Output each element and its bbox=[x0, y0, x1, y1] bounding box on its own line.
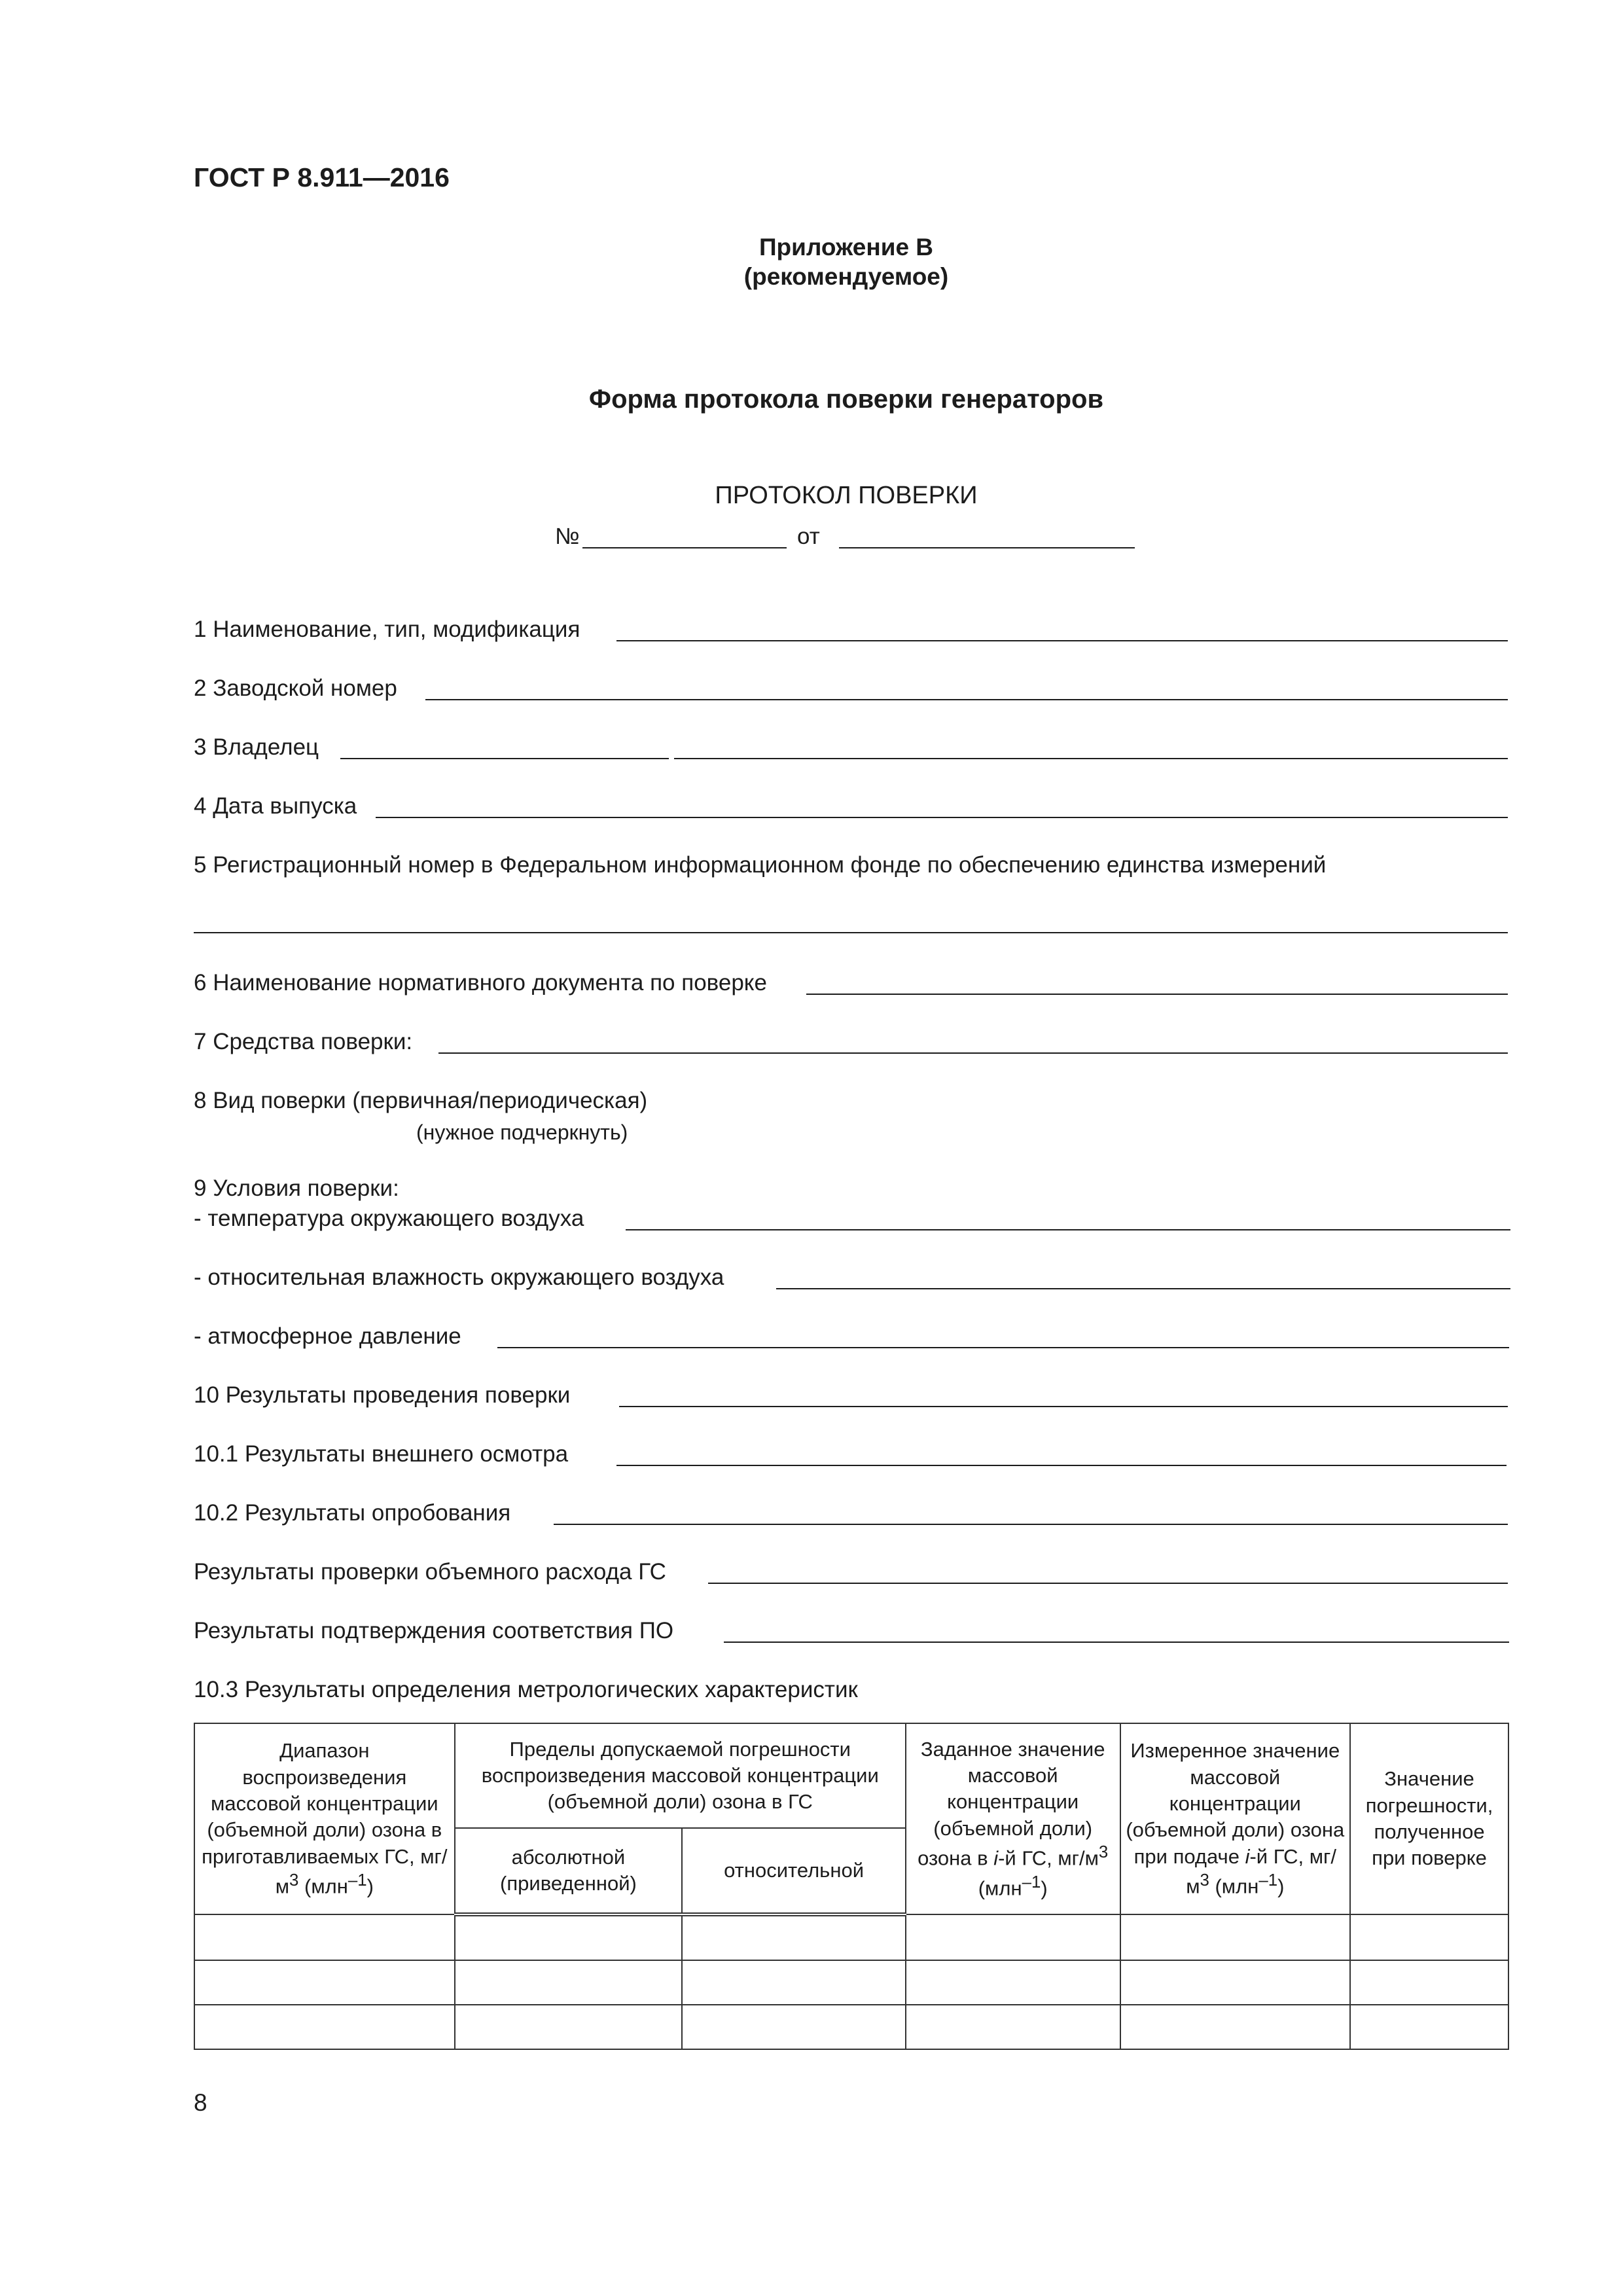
field-label-verification-type[interactable]: 8 Вид поверки (первичная/периодическая) bbox=[194, 1088, 648, 1113]
table-cell[interactable] bbox=[1350, 1914, 1508, 1960]
field-label-conditions: 9 Условия поверки: bbox=[194, 1175, 399, 1201]
header-absolute: абсолютной (приведенной) bbox=[455, 1828, 683, 1914]
field-input-owner-1[interactable] bbox=[340, 758, 669, 759]
header-error-value: Значение погрешности, полученное при поверке bbox=[1350, 1723, 1508, 1914]
table-cell[interactable] bbox=[906, 1960, 1120, 2005]
table-row bbox=[194, 1914, 1508, 1960]
field-input-release-date[interactable] bbox=[376, 817, 1508, 818]
table-cell[interactable] bbox=[682, 1914, 906, 1960]
number-field[interactable] bbox=[582, 547, 787, 548]
appendix-title: Приложение В bbox=[758, 234, 934, 260]
field-label-pressure: - атмосферное давление bbox=[194, 1323, 461, 1349]
field-input-software-check[interactable] bbox=[724, 1641, 1509, 1643]
header-set-value: Заданное значение массовой концентрации (объемной доли) озона в i-й ГС, $мг/м^3$ (млн$^{-1}$) bbox=[906, 1723, 1120, 1914]
table-cell[interactable] bbox=[194, 2005, 455, 2049]
field-label-temperature: - температура окружающего воздуха bbox=[194, 1206, 584, 1231]
table-row bbox=[194, 1960, 1508, 2005]
field-label-registration-number: 5 Регистрационный номер в Федеральном информационном фонде по обеспечению единства измерений bbox=[194, 852, 1327, 878]
header-measured-value: Измеренное значение массовой концентрации (объемной доли) озона при подаче i-й ГС, $мг/м^3$ (млн$^{-1}$) bbox=[1120, 1723, 1351, 1914]
table-row bbox=[194, 2005, 1508, 2049]
field-label-release-date: 4 Дата выпуска bbox=[194, 793, 357, 819]
table-cell[interactable] bbox=[194, 1960, 455, 2005]
table-cell[interactable] bbox=[1120, 2005, 1351, 2049]
field-label-owner: 3 Владелец bbox=[194, 734, 319, 760]
table-cell[interactable] bbox=[1350, 1960, 1508, 2005]
field-label-serial-number: 2 Заводской номер bbox=[194, 675, 397, 701]
field-input-testing[interactable] bbox=[554, 1524, 1508, 1525]
table-cell[interactable] bbox=[682, 2005, 906, 2049]
field-label-verification-means: 7 Средства поверки: bbox=[194, 1029, 413, 1054]
field-input-results[interactable] bbox=[619, 1406, 1508, 1407]
field-input-flow-check[interactable] bbox=[708, 1583, 1508, 1584]
date-label: от bbox=[797, 524, 820, 549]
field-label-results: 10 Результаты проведения поверки bbox=[194, 1382, 571, 1408]
field-label-name-type: 1 Наименование, тип, модификация bbox=[194, 617, 580, 642]
table-cell[interactable] bbox=[455, 2005, 683, 2049]
table-cell[interactable] bbox=[455, 1914, 683, 1960]
date-field[interactable] bbox=[839, 547, 1135, 548]
header-error-limits: Пределы допускаемой погрешности воспроизведения массовой концентрации (объемной доли) озона в ГС bbox=[455, 1723, 906, 1828]
table-cell[interactable] bbox=[1120, 1960, 1351, 2005]
field-input-normative-document[interactable] bbox=[806, 994, 1508, 995]
appendix-status: (рекомендуемое) bbox=[743, 263, 949, 290]
field-input-pressure[interactable] bbox=[497, 1347, 1509, 1348]
field-label-metrological: 10.3 Результаты определения метрологических характеристик bbox=[194, 1677, 858, 1702]
table-cell[interactable] bbox=[1120, 1914, 1351, 1960]
field-label-testing: 10.2 Результаты опробования bbox=[194, 1500, 511, 1526]
field-label-external-inspection: 10.1 Результаты внешнего осмотра bbox=[194, 1441, 569, 1467]
table-cell[interactable] bbox=[455, 1960, 683, 2005]
header-range: Диапазон воспроизведения массовой концентрации (объемной доли) озона в приготавливаемых ГС, $мг/м^3$ (млн$^{-1}$) bbox=[194, 1723, 455, 1914]
number-label: № bbox=[555, 524, 580, 549]
field-input-owner-2[interactable] bbox=[674, 758, 1508, 759]
field-input-humidity[interactable] bbox=[776, 1288, 1510, 1289]
page-number: 8 bbox=[194, 2089, 207, 2116]
field-input-temperature[interactable] bbox=[626, 1229, 1510, 1230]
field-input-serial-number[interactable] bbox=[425, 699, 1508, 700]
header-relative: относительной bbox=[682, 1828, 906, 1914]
field-label-flow-check: Результаты проверки объемного расхода ГС bbox=[194, 1559, 666, 1585]
document-code: ГОСТ Р 8.911—2016 bbox=[194, 162, 450, 192]
field-input-registration-number[interactable] bbox=[194, 932, 1508, 933]
table-cell[interactable] bbox=[906, 2005, 1120, 2049]
field-input-name-type[interactable] bbox=[616, 640, 1508, 641]
field-label-normative-document: 6 Наименование нормативного документа по поверке bbox=[194, 970, 767, 996]
table-cell[interactable] bbox=[194, 1914, 455, 1960]
table-cell[interactable] bbox=[906, 1914, 1120, 1960]
verification-type-note: (нужное подчеркнуть) bbox=[416, 1121, 628, 1144]
results-table bbox=[194, 1723, 1509, 2050]
field-input-verification-means[interactable] bbox=[438, 1052, 1508, 1054]
table-cell[interactable] bbox=[682, 1960, 906, 2005]
table-cell[interactable] bbox=[1350, 2005, 1508, 2049]
field-input-external-inspection[interactable] bbox=[616, 1465, 1507, 1466]
field-label-humidity: - относительная влажность окружающего воздуха bbox=[194, 1265, 724, 1290]
form-title: Форма протокола поверки генераторов bbox=[588, 385, 1104, 414]
field-label-software-check: Результаты подтверждения соответствия ПО bbox=[194, 1618, 674, 1643]
protocol-title: ПРОТОКОЛ ПОВЕРКИ bbox=[715, 482, 978, 509]
